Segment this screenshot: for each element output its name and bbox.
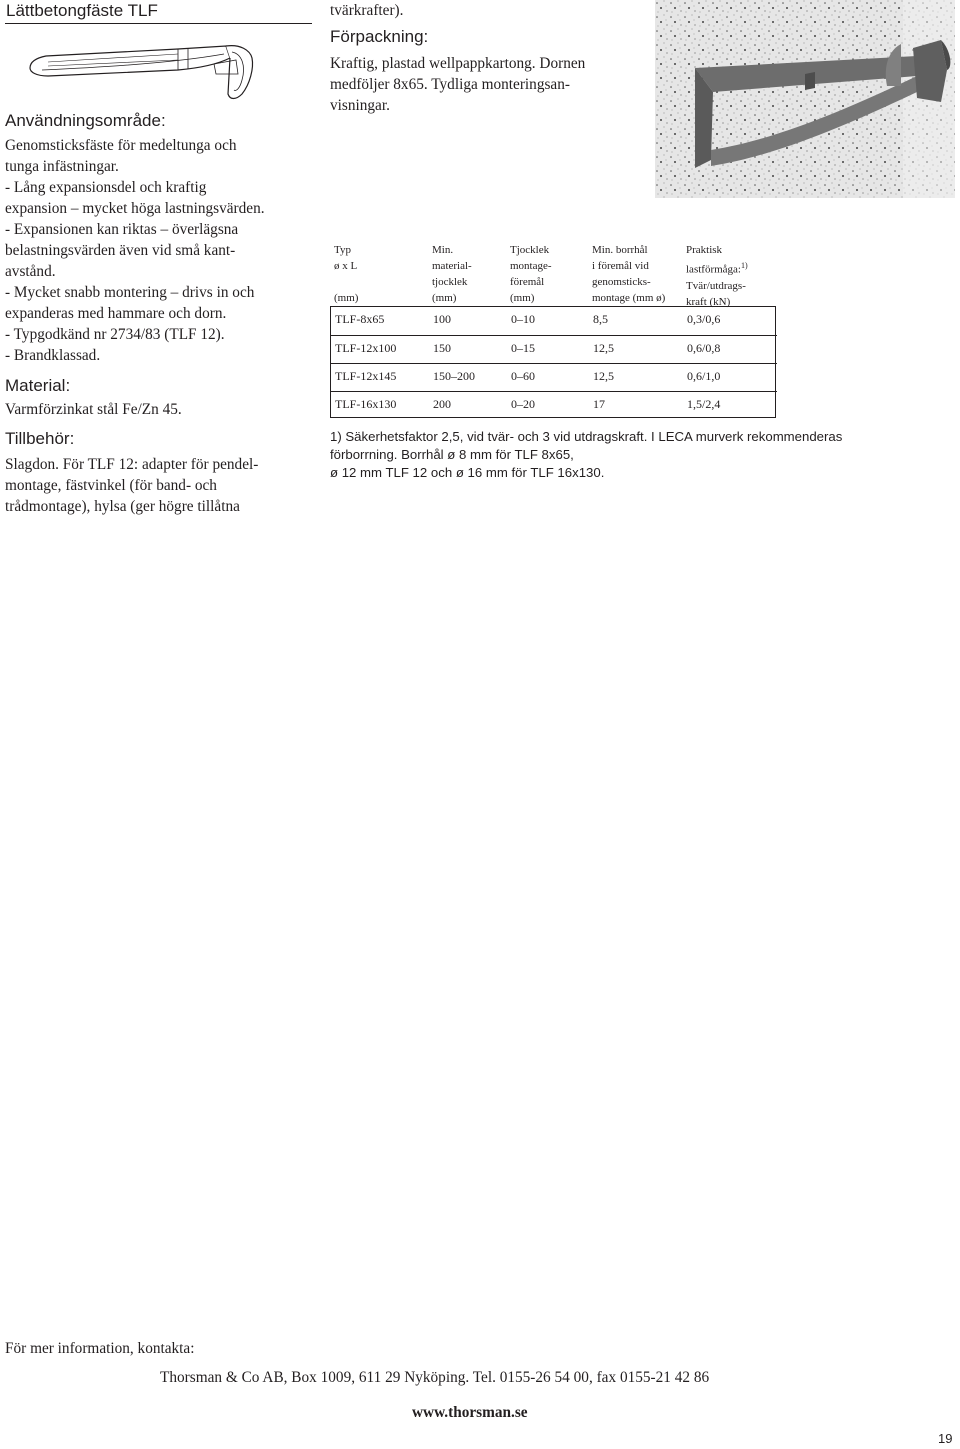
table-row: TLF-8x65 100 0–10 8,5 0,3/0,6 [335, 312, 721, 326]
material-heading: Material: [5, 376, 71, 395]
material-body: Varmförzinkat stål Fe/Zn 45. [5, 401, 182, 418]
table-header-capacity: Praktisk lastförmåga:$^{1)}$ Tvär/utdrags- kraft (kN) [686, 244, 748, 308]
table-header-type: Typ ø x L (mm) [334, 244, 359, 304]
usage-line: tunga infästningar. [5, 158, 119, 175]
accessory-body [5, 454, 305, 517]
footnote-line: ø 12 mm TLF 12 och ø 16 mm för TLF 16x130. [330, 465, 605, 480]
table-header-min-material: Min. material- tjocklek (mm) [432, 244, 472, 304]
bracket-photo [655, 0, 955, 198]
accessory-line: Slagdon. För TLF 12: adapter för pendel- [5, 456, 259, 473]
usage-line: avstånd. [5, 263, 56, 280]
page-title: Lättbetongfäste TLF [5, 0, 312, 24]
contact-label: För mer information, kontakta: [5, 1340, 195, 1357]
table-body [330, 306, 776, 418]
packaging-line: Kraftig, plastad wellpappkartong. Dornen [330, 55, 586, 72]
usage-body [5, 135, 305, 366]
usage-line: - Expansionen kan riktas – överlägsna [5, 221, 239, 238]
table-footnote [330, 428, 950, 482]
accessory-continued-text: tvärkrafter). [330, 2, 404, 19]
accessory-heading: Tillbehör: [5, 429, 75, 448]
usage-line: - Typgodkänd nr 2734/83 (TLF 12). [5, 326, 225, 343]
website-link[interactable]: www.thorsman.se [412, 1404, 528, 1421]
usage-line: expansion – mycket höga lastningsvärden. [5, 200, 265, 217]
packaging-body [330, 53, 650, 116]
usage-line: - Lång expansionsdel och kraftig [5, 179, 207, 196]
usage-heading: Användningsområde: [5, 111, 166, 130]
page-number: 19 [938, 1431, 953, 1446]
packaging-line: visningar. [330, 97, 390, 114]
table-header-drill-hole: Min. borrhål i föremål vid genomsticks- montage (mm ø) [592, 244, 666, 304]
usage-line: expanderas med hammare och dorn. [5, 305, 227, 322]
table-header-thickness: Tjocklek montage- föremål (mm) [510, 244, 552, 304]
footnote-line: förborrning. Borrhål ø 8 mm för TLF 8x65, [330, 447, 574, 462]
usage-line: belastningsvärden även vid små kant- [5, 242, 236, 259]
footnote-marker: 1) [740, 261, 748, 270]
table-row: TLF-12x100 150 0–15 12,5 0,6/0,8 [331, 335, 777, 363]
usage-line: Genomsticksfäste för medeltunga och [5, 137, 237, 154]
usage-line: - Mycket snabb montering – drivs in och [5, 284, 255, 301]
table-row: TLF-12x145 150–200 0–60 12,5 0,6/1,0 [331, 363, 777, 391]
contact-address: Thorsman & Co AB, Box 1009, 611 29 Nyköping. Tel. 0155-26 54 00, fax 0155-21 42 86 [160, 1369, 710, 1386]
packaging-heading: Förpackning: [330, 27, 429, 46]
accessory-line: montage, fästvinkel (för band- och [5, 477, 217, 494]
usage-line: - Brandklassad. [5, 347, 101, 364]
packaging-line: medföljer 8x65. Tydliga monteringsan- [330, 76, 570, 93]
anchor-illustration-icon [28, 40, 258, 102]
accessory-line: trådmontage), hylsa (ger högre tillåtna [5, 498, 240, 515]
footnote-line: 1) Säkerhetsfaktor 2,5, vid tvär- och 3 vid utdragskraft. I LECA murverk rekommenderas [330, 429, 843, 444]
table-row: TLF-16x130 200 0–20 17 1,5/2,4 [331, 391, 777, 419]
